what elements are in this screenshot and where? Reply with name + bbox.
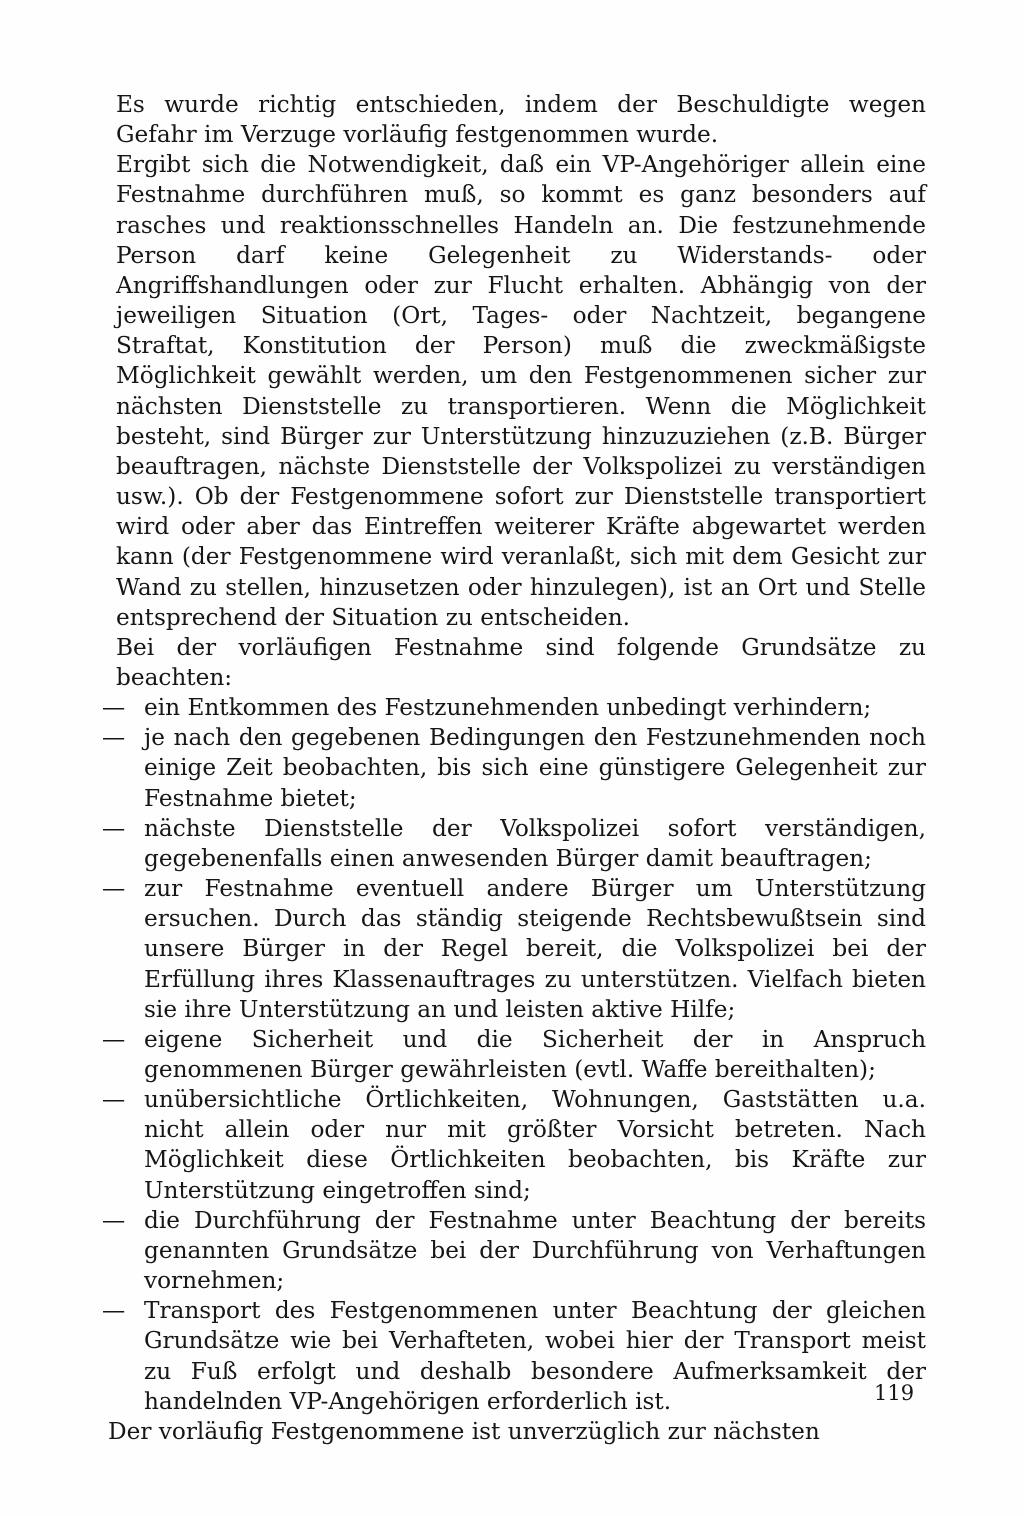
paragraph-2: Ergibt sich die Notwendigkeit, daß ein VP-Angehöriger allein eine Festnahme durchführen muß, so kommt es ganz besonders auf rasches und reaktionsschnelles Handeln an. Die festzunehmende Person darf keine Gelegenheit zu Widerstands- oder Angriffshandlungen oder zur Flucht erhalten. Abhängig von der jeweiligen Situation (Ort, Tages- oder Nachtzeit, begangene Straftat, Konstitution der Person) muß die zweckmäßigste Möglichkeit gewählt werden, um den Festgenommenen sicher zur nächsten Dienststelle zu transportieren. Wenn die Möglichkeit besteht, sind Bürger zur Unterstützung hinzuzuziehen (z.B. Bürger beauftragen, nächste Dienststelle der Volkspolizei zu verständigen usw.). Ob der Festgenommene sofort zur Dienststelle transportiert wird oder aber das Eintreffen weiterer Kräfte abgewartet werden kann (der Festgenommene wird veranlaßt, sich mit dem Gesicht zur Wand zu stellen, hinzusetzen oder hinzulegen), ist an Ort und Stelle entsprechend der Situation zu entscheiden. [116, 151, 926, 631]
list-item [102, 874, 926, 1025]
list-item [102, 1025, 926, 1085]
list-item [102, 814, 926, 874]
list-item-text: je nach den gegebenen Bedingungen den Festzunehmenden noch einige Zeit beobachten, bis sich eine günstigere Gelegenheit zur Festnahme bietet; [144, 724, 926, 812]
list-dash: — [102, 1206, 126, 1234]
page-number: 119 [874, 1381, 915, 1405]
list-item-text: unübersichtliche Örtlichkeiten, Wohnungen, Gaststätten u.a. nicht allein oder nur mit größter Vorsicht betreten. Nach Möglichkeit diese Örtlichkeiten beobachten, bis Kräfte zur Unterstützung eingetroffen sind; [144, 1086, 926, 1204]
paragraph-final: Der vorläufig Festgenommene ist unverzüglich zur nächsten [108, 1417, 820, 1445]
list-dash: — [102, 814, 126, 842]
list-dash: — [102, 1297, 126, 1325]
list-item [102, 1085, 926, 1206]
list-item [102, 723, 926, 813]
principles-list [102, 693, 926, 1417]
list-item-text: eigene Sicherheit und die Sicherheit der in Anspruch genommenen Bürger gewährleisten (evtl. Waffe bereithalten); [144, 1025, 926, 1083]
list-dash: — [102, 694, 126, 722]
paragraph-3: Bei der vorläufigen Festnahme sind folgende Grundsätze zu beachten: [116, 633, 926, 691]
list-dash: — [102, 1086, 126, 1114]
paragraph-1: Es wurde richtig entschieden, indem der Beschuldigte wegen Gefahr im Verzuge vorläufig festgenommen wurde. [116, 91, 926, 149]
list-dash: — [102, 875, 126, 903]
list-item [102, 693, 926, 723]
list-item [102, 1206, 926, 1296]
list-item-text: Transport des Festgenommenen unter Beachtung der gleichen Grundsätze wie bei Verhafteten, wobei hier der Transport meist zu Fuß erfolgt und deshalb besondere Aufmerksamkeit der handelnden VP-Angehörigen erforderlich ist. [144, 1297, 926, 1415]
list-dash: — [102, 724, 126, 752]
list-item-text: die Durchführung der Festnahme unter Beachtung der bereits genannten Grundsätze bei der Durchführung von Verhaftungen vornehmen; [144, 1206, 926, 1295]
list-item-text: nächste Dienststelle der Volkspolizei sofort verständigen, gegebenenfalls einen anwesenden Bürger damit beauftragen; [144, 814, 926, 872]
list-item-text: ein Entkommen des Festzunehmenden unbedingt verhindern; [144, 694, 872, 722]
list-item [102, 1296, 926, 1417]
list-dash: — [102, 1025, 126, 1053]
list-item-text: zur Festnahme eventuell andere Bürger um Unterstützung ersuchen. Durch das ständig steigende Rechtsbewußtsein sind unsere Bürger in der Regel bereit, die Volkspolizei bei der Erfüllung ihres Klassenauftrages zu unterstützen. Vielfach bieten sie ihre Unterstützung an und leisten aktive Hilfe; [144, 875, 926, 1023]
body-text [102, 90, 926, 1447]
